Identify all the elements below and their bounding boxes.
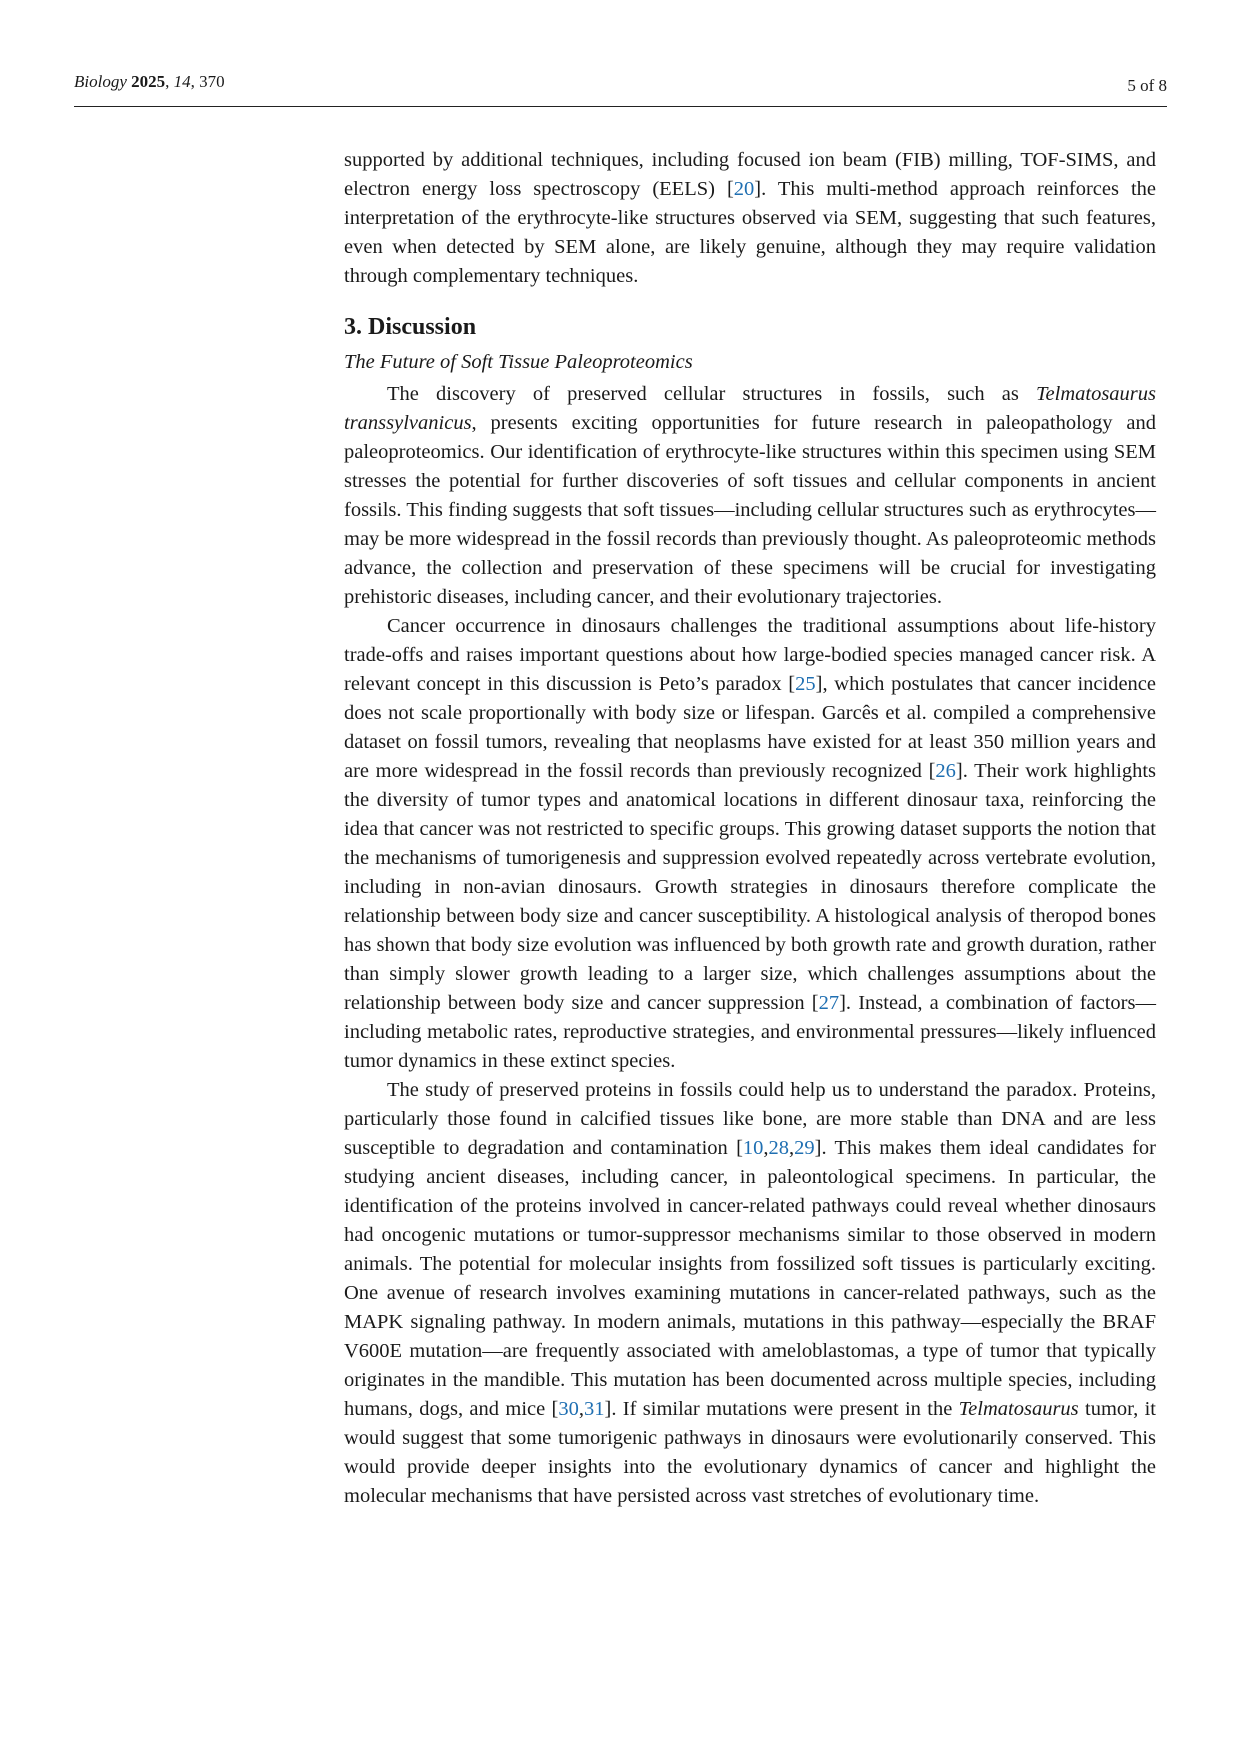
reference-link[interactable]: 27 (818, 992, 840, 1014)
page-header (74, 70, 1167, 107)
reference-link[interactable]: 20 (733, 178, 755, 200)
reference-link[interactable]: 31 (584, 1398, 605, 1420)
reference-link[interactable]: 26 (935, 760, 956, 782)
discussion-paragraph-1: The discovery of preserved cellular structures in fossils, such as Telmatosaurus transsylvanicus, presents exciting opportunities for future research in paleopathology and paleoproteomics. Our identification of erythrocyte-like structures within this specimen using SEM stresses the potential for further discoveries of soft tissues and cellular components in ancient fossils. This finding suggests that soft tissues—including cellular structures such as erythrocytes—may be more widespread in the fossil records than previously thought. As paleoproteomic methods advance, the collection and preservation of these specimens will be crucial for investigating prehistoric diseases, including cancer, and their evolutionary trajectories. (344, 383, 1156, 608)
subsection-heading: The Future of Soft Tissue Paleoproteomics (344, 351, 693, 373)
citation-line: Biology 2025, 14, 370 (74, 72, 225, 91)
reference-link[interactable]: 10 (742, 1137, 764, 1159)
discussion-paragraph-3: The study of preserved proteins in fossils could help us to understand the paradox. Proteins, particularly those found in calcified tissues like bone, are more stable than DNA and are less susceptible to degradation and contamination [10,28,29]. This makes them ideal candidates for studying ancient diseases, including cancer, in paleontological specimens. In particular, the identification of the proteins involved in cancer-related pathways could reveal whether dinosaurs had oncogenic mutations or tumor-suppressor mechanisms similar to those observed in modern animals. The potential for molecular insights from fossilized soft tissues is particularly exciting. One avenue of research involves examining mutations in cancer-related pathways, such as the MAPK signaling pathway. In modern animals, mutations in this pathway—especially the BRAF V600E mutation—are frequently associated with ameloblastomas, a type of tumor that typically originates in the mandible. This mutation has been documented across multiple species, including humans, dogs, and mice [30,31]. If similar mutations were present in the Telmatosaurus tumor, it would suggest that some tumorigenic pathways in dinosaurs were evolutionarily conserved. This would provide deeper insights into the evolutionary dynamics of cancer and highlight the molecular mechanisms that have persisted across vast stretches of evolutionary time. (344, 1079, 1157, 1507)
intro-paragraph: supported by additional techniques, including focused ion beam (FIB) milling, TOF-SIMS, and electron energy loss spectroscopy (EELS) [20]. This multi-method approach reinforces the interpretation of the erythrocyte-like structures observed via SEM, suggesting that such features, even when detected by SEM alone, are likely genuine, although they may require validation through complementary techniques. (344, 149, 1157, 287)
reference-link[interactable]: 28 (768, 1137, 790, 1159)
volume-number: 14 (173, 72, 191, 91)
reference-link[interactable]: 30 (558, 1398, 579, 1420)
publication-year: 2025 (131, 72, 166, 91)
main-content (344, 146, 1156, 1511)
article-number: 370 (199, 72, 225, 91)
discussion-paragraph-2: Cancer occurrence in dinosaurs challenges the traditional assumptions about life-history trade-offs and raises important questions about how large-bodied species managed cancer risk. A relevant concept in this discussion is Peto’s paradox [25], which postulates that cancer incidence does not scale proportionally with body size or lifespan. Garcês et al. compiled a comprehensive dataset on fossil tumors, revealing that neoplasms have existed for at least 350 million years and are more widespread in the fossil records than previously recognized [26]. Their work highlights the diversity of tumor types and anatomical locations in different dinosaur taxa, reinforcing the idea that cancer was not restricted to specific groups. This growing dataset supports the notion that the mechanisms of tumorigenesis and suppression evolved repeatedly across vertebrate evolution, including in non-avian dinosaurs. Growth strategies in dinosaurs therefore complicate the relationship between body size and cancer susceptibility. A histological analysis of theropod bones has shown that body size evolution was influenced by both growth rate and growth duration, rather than simply slower growth leading to a larger size, which challenges assumptions about the relationship between body size and cancer suppression [27]. Instead, a combination of factors—including metabolic rates, reproductive strategies, and environmental pressures—likely influenced tumor dynamics in these extinct species. (344, 615, 1156, 1072)
section-heading: 3. Discussion (344, 314, 477, 340)
reference-link[interactable]: 25 (795, 673, 816, 695)
genus-name: Telmatosaurus (958, 1398, 1079, 1420)
journal-name: Biology (74, 72, 127, 91)
page-number: 5 of 8 (1127, 76, 1167, 95)
reference-link[interactable]: 29 (794, 1137, 815, 1159)
species-name: Telmatosaurus transsylvanicus (344, 383, 1156, 434)
